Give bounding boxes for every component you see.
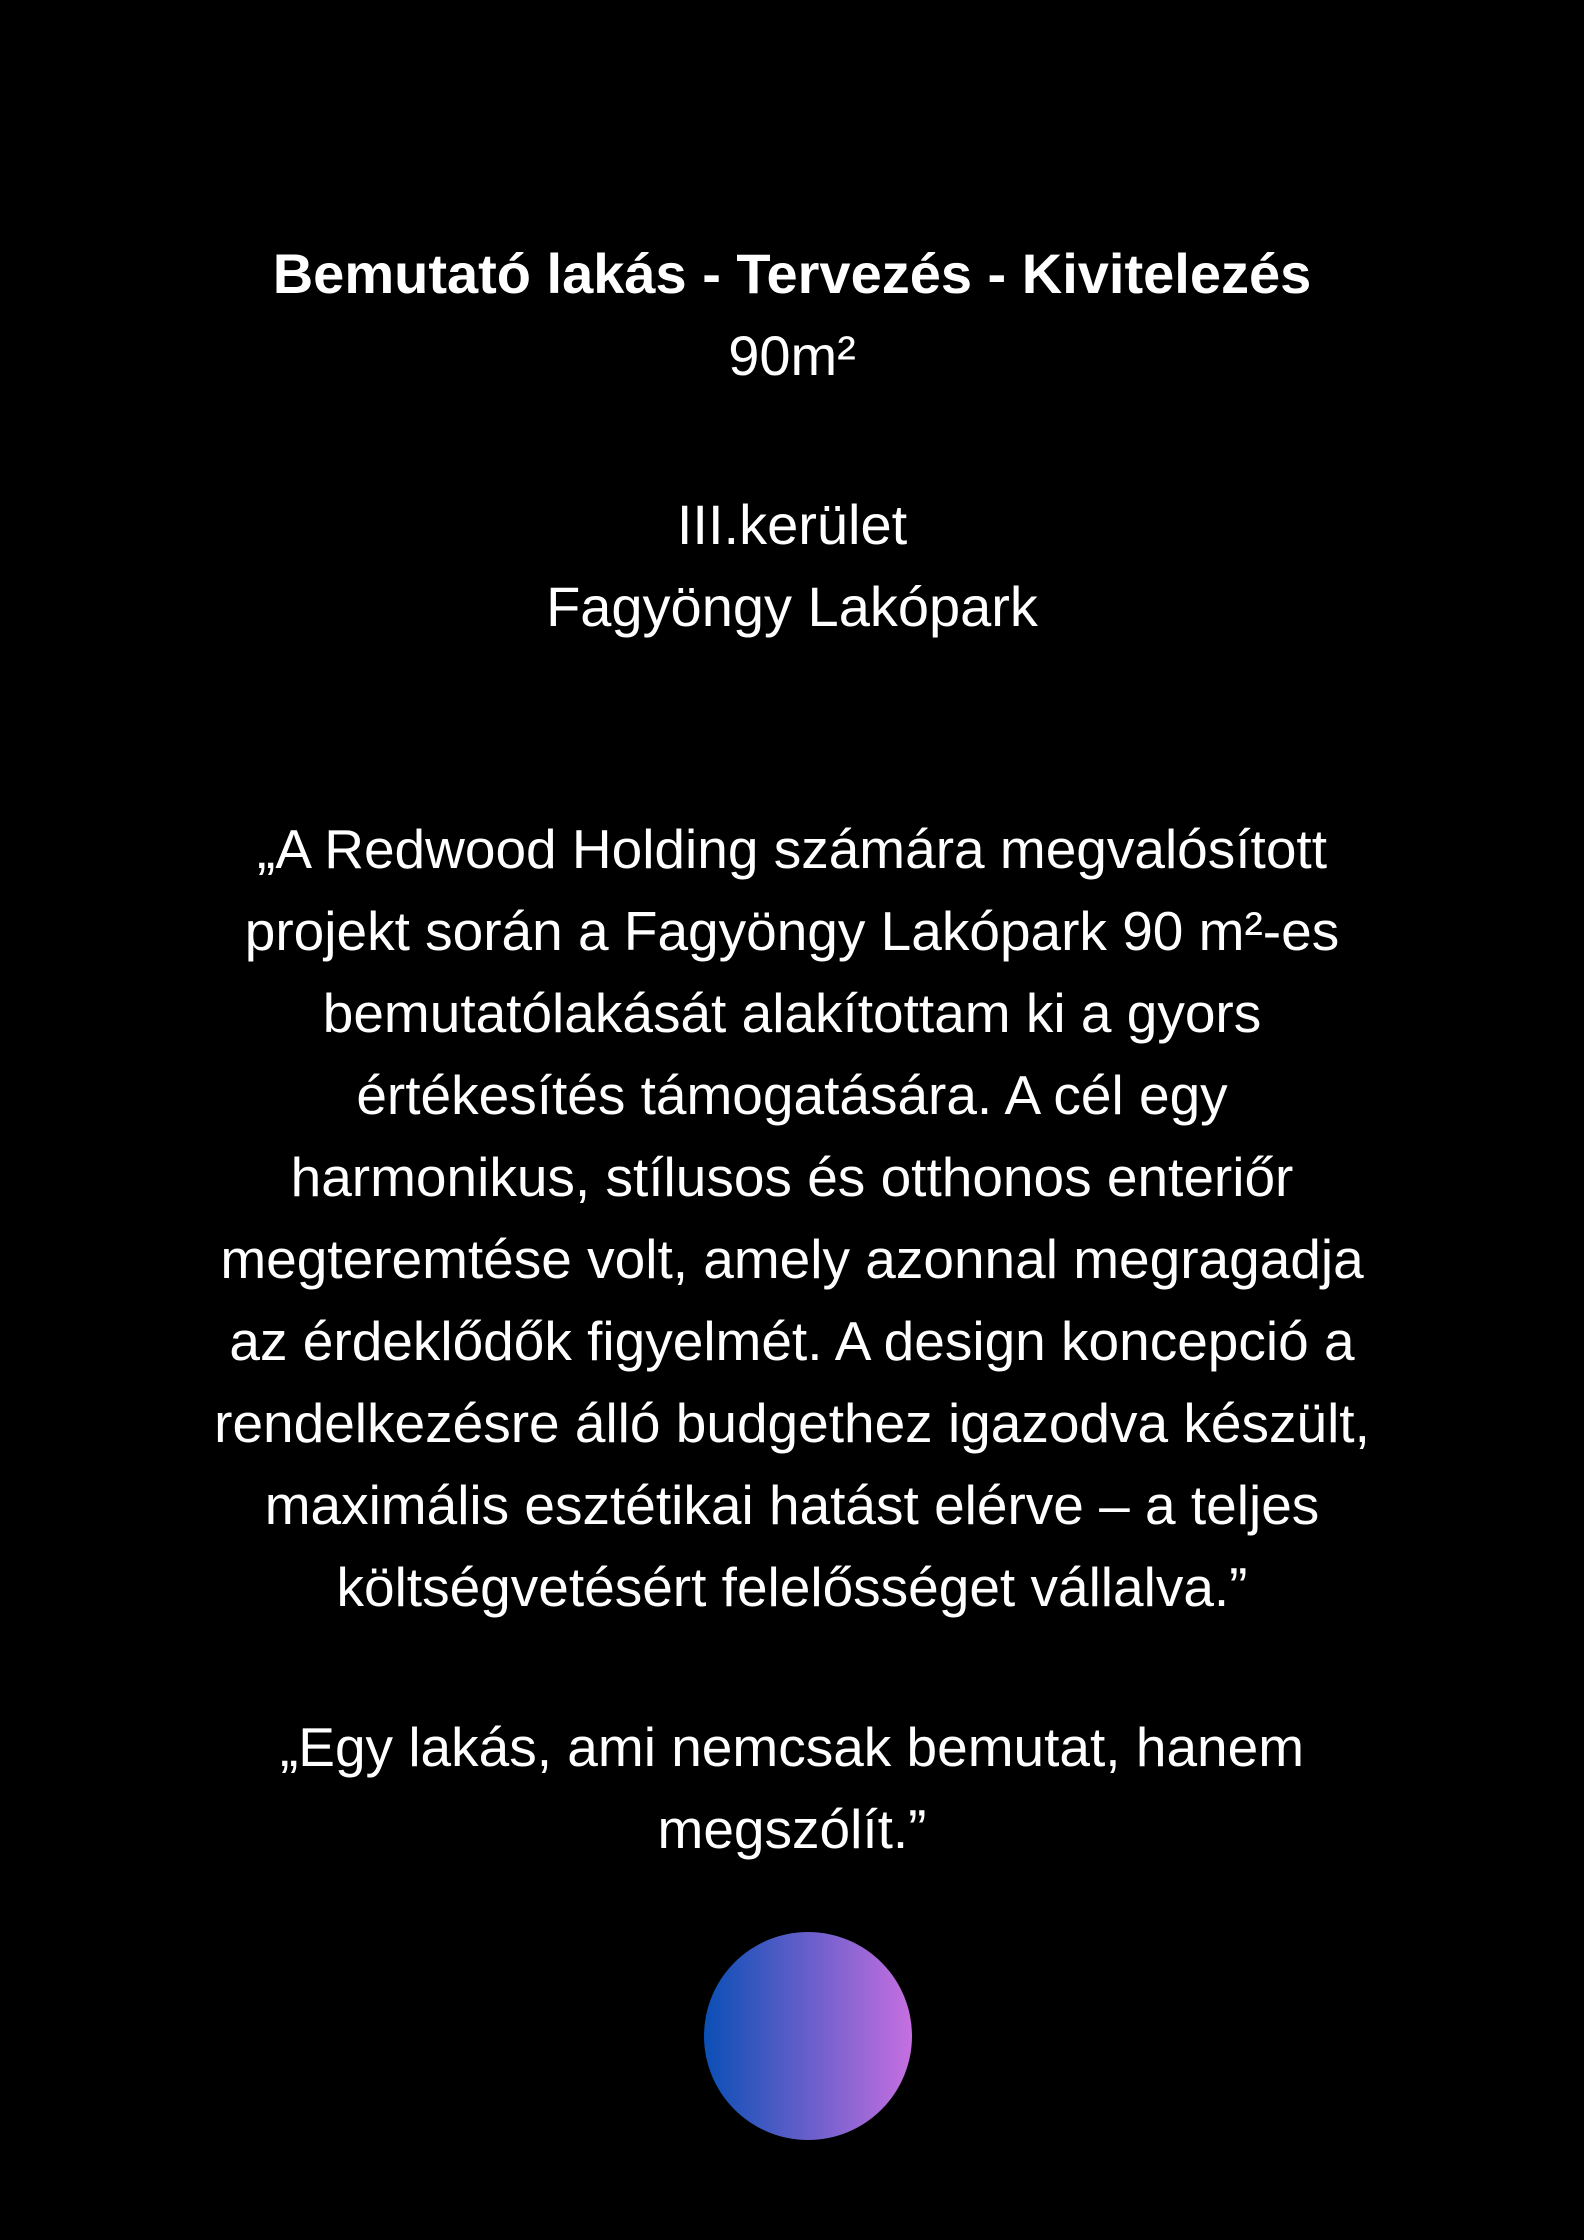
quote-line: rendelkezésre álló budgethez igazodva készült, xyxy=(214,1392,1370,1454)
project-description-quote xyxy=(160,808,1424,1628)
quote-line: projekt során a Fagyöngy Lakópark 90 m²-es xyxy=(244,900,1340,962)
page-title: Bemutató lakás - Tervezés - Kivitelezés xyxy=(272,242,1312,305)
quote-line: bemutatólakását alakítottam ki a gyors xyxy=(322,982,1262,1044)
location-block xyxy=(0,484,1584,648)
quote-line: az érdeklődők figyelmét. A design koncepció a xyxy=(229,1310,1355,1372)
quote-line: értékesítés támogatására. A cél egy xyxy=(356,1064,1228,1126)
quote-line: megteremtése volt, amely azonnal megragadja xyxy=(220,1228,1364,1290)
district-label: III.kerület xyxy=(676,493,908,556)
area-label: 90m² xyxy=(728,324,856,387)
quote-line: „A Redwood Holding számára megvalósított xyxy=(257,818,1327,880)
park-label: Fagyöngy Lakópark xyxy=(546,575,1038,638)
quote-line: harmonikus, stílusos és otthonos enteriőr xyxy=(290,1146,1294,1208)
gradient-circle-decoration xyxy=(704,1932,912,2140)
tagline-line: megszólít.” xyxy=(657,1798,927,1860)
tagline-quote xyxy=(160,1706,1424,1870)
quote-line: maximális esztétikai hatást elérve – a teljes xyxy=(264,1474,1320,1536)
quote-line: költségvetésért felelősséget vállalva.” xyxy=(336,1556,1248,1618)
tagline-line: „Egy lakás, ami nemcsak bemutat, hanem xyxy=(279,1716,1305,1778)
